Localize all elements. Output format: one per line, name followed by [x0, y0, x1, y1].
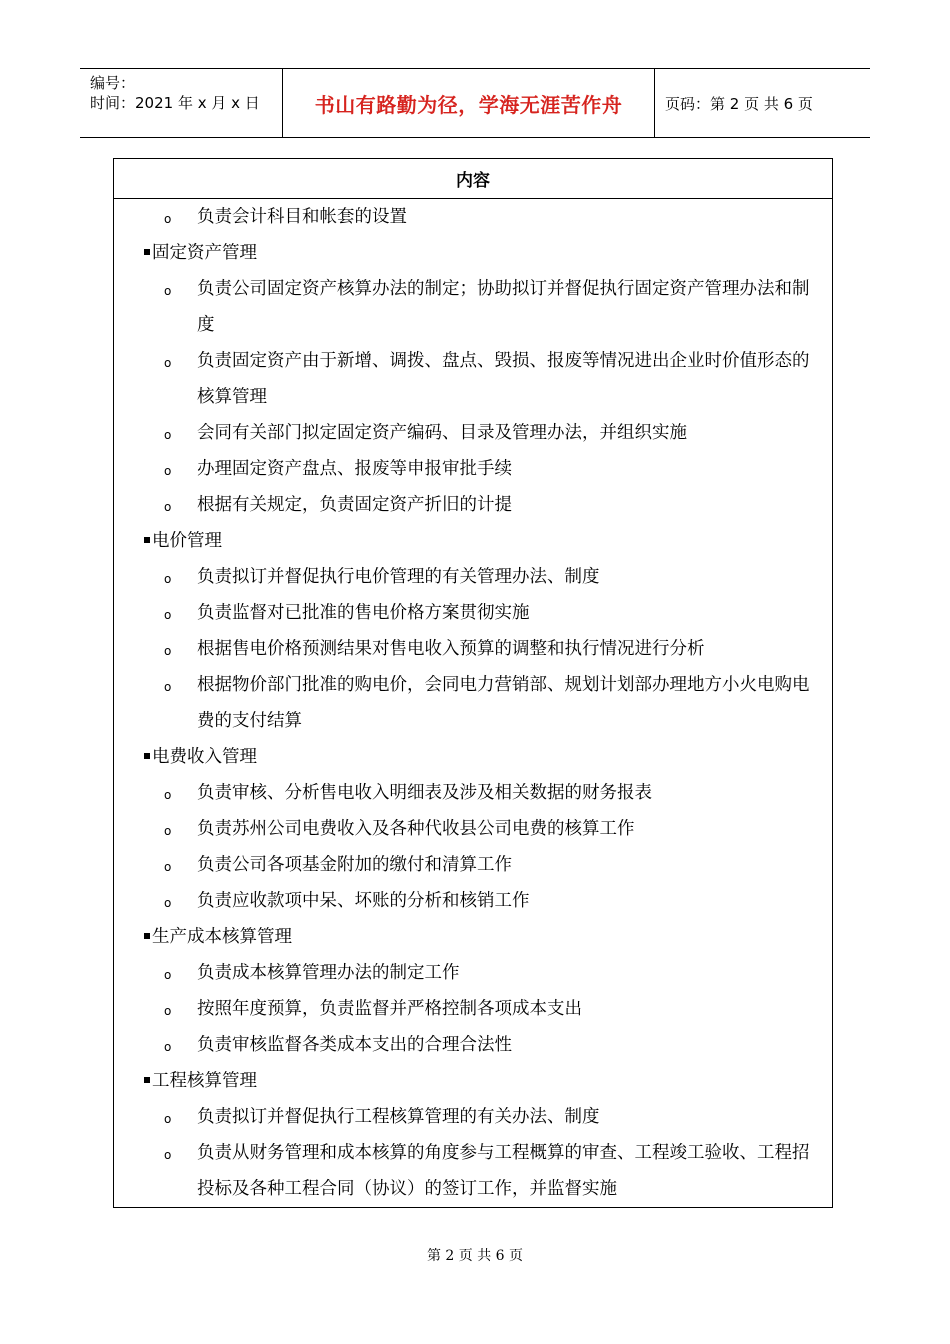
section-heading: 固定资产管理 [114, 235, 832, 271]
circle-bullet-icon: o [164, 1004, 172, 1018]
list-item: o 负责拟订并督促执行电价管理的有关管理办法、制度 [114, 559, 832, 595]
circle-bullet-icon: o [164, 464, 172, 478]
list-item: o 办理固定资产盘点、报废等申报审批手续 [114, 451, 832, 487]
circle-bullet-icon: o [164, 572, 172, 586]
list-item: o 会同有关部门拟定固定资产编码、目录及管理办法，并组织实施 [114, 415, 832, 451]
list-item: o 负责苏州公司电费收入及各种代收县公司电费的核算工作 [114, 811, 832, 847]
square-bullet-icon [144, 753, 150, 759]
page-header [80, 68, 870, 138]
list-item: o 根据售电价格预测结果对售电收入预算的调整和执行情况进行分析 [114, 631, 832, 667]
circle-bullet-icon: o [164, 284, 172, 298]
circle-bullet-icon: o [164, 1112, 172, 1126]
content-title: 内容 [114, 159, 832, 199]
list-item: o 负责成本核算管理办法的制定工作 [114, 955, 832, 991]
header-page-info: 页码：第 2 页 共 6 页 [665, 94, 813, 113]
date-line: 时间：2021 年 x 月 x 日 [90, 94, 260, 112]
square-bullet-icon [144, 1077, 150, 1083]
circle-bullet-icon: o [164, 824, 172, 838]
square-bullet-icon [144, 249, 150, 255]
list-item: o 负责会计科目和帐套的设置 [114, 199, 832, 235]
circle-bullet-icon: o [164, 896, 172, 910]
section-heading: 电价管理 [114, 523, 832, 559]
section-heading: 工程核算管理 [114, 1063, 832, 1099]
list-item: o 负责审核、分析售电收入明细表及涉及相关数据的财务报表 [114, 775, 832, 811]
circle-bullet-icon: o [164, 428, 172, 442]
list-item: o 负责应收款项中呆、坏账的分析和核销工作 [114, 883, 832, 919]
circle-bullet-icon: o [164, 680, 172, 694]
list-item: o 负责监督对已批准的售电价格方案贯彻实施 [114, 595, 832, 631]
list-item: o 根据有关规定，负责固定资产折旧的计提 [114, 487, 832, 523]
circle-bullet-icon: o [164, 860, 172, 874]
content-table [113, 158, 833, 1208]
section-heading: 电费收入管理 [114, 739, 832, 775]
list-item: o 按照年度预算，负责监督并严格控制各项成本支出 [114, 991, 832, 1027]
list-item: o 负责公司各项基金附加的缴付和清算工作 [114, 847, 832, 883]
circle-bullet-icon: o [164, 968, 172, 982]
circle-bullet-icon: o [164, 1040, 172, 1054]
circle-bullet-icon: o [164, 356, 172, 370]
circle-bullet-icon: o [164, 644, 172, 658]
list-item: o 根据物价部门批准的购电价，会同电力营销部、规划计划部办理地方小火电购电费的支付结算 [114, 667, 832, 739]
list-item: o 负责公司固定资产核算办法的制定；协助拟订并督促执行固定资产管理办法和制度 [114, 271, 832, 343]
header-meta [90, 73, 260, 113]
header-divider [654, 69, 655, 137]
circle-bullet-icon: o [164, 608, 172, 622]
circle-bullet-icon: o [164, 212, 172, 226]
list-item: o 负责从财务管理和成本核算的角度参与工程概算的审查、工程竣工验收、工程招投标及各种工程合同（协议）的签订工作，并监督实施 [114, 1135, 832, 1207]
list-item: o 负责固定资产由于新增、调拨、盘点、毁损、报废等情况进出企业时价值形态的核算管理 [114, 343, 832, 415]
list-item: o 负责审核监督各类成本支出的合理合法性 [114, 1027, 832, 1063]
content-list [114, 199, 832, 1207]
page-footer: 第 2 页 共 6 页 [426, 1248, 524, 1264]
circle-bullet-icon: o [164, 500, 172, 514]
list-item: o 负责拟订并督促执行工程核算管理的有关办法、制度 [114, 1099, 832, 1135]
circle-bullet-icon: o [164, 788, 172, 802]
square-bullet-icon [144, 537, 150, 543]
section-heading: 生产成本核算管理 [114, 919, 832, 955]
number-label: 编号： [90, 74, 136, 92]
circle-bullet-icon: o [164, 1148, 172, 1162]
header-motto: 书山有路勤为径，学海无涯苦作舟 [314, 92, 623, 117]
square-bullet-icon [144, 933, 150, 939]
